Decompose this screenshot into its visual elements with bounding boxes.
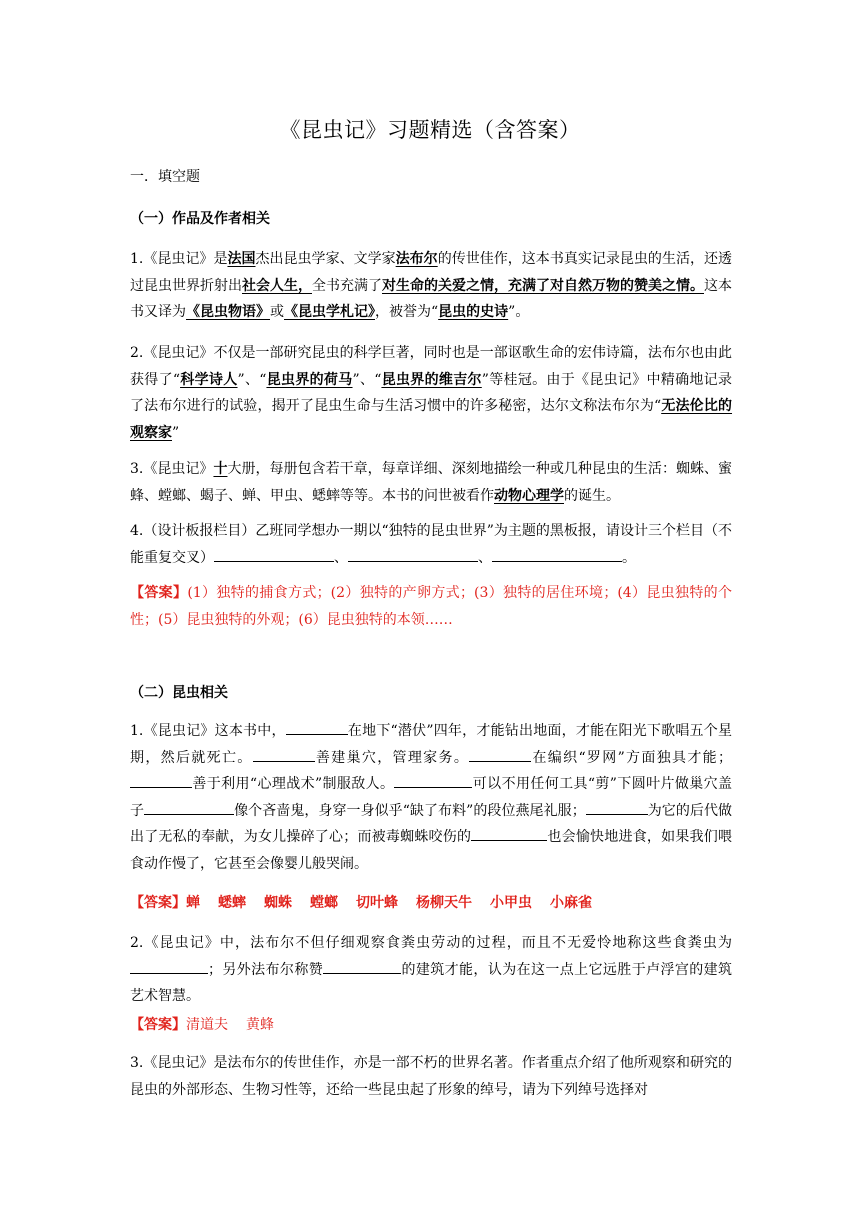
answer-key: 昆虫界的维吉尔 [381,371,482,388]
answer-key: 昆虫的史诗 [438,304,509,320]
answer-key: 社会人生， [242,277,312,294]
answer-insects-1: 【答案】蝉 蟋蟀 蜘蛛 螳螂 切叶蜂 杨柳天牛 小甲虫 小麻雀 [130,895,592,911]
question-1-insects: 1.《昆虫记》这本书中， 在地下“潜伏”四年，才能钻出地面，才能在阳光下歌唱五个星期，然后就死亡。 善建巢穴，管理家务。 在编织“罗网”方面独具才能；善于利用“心理战术”制服敌人。 可以不用任何工具“剪”下圆叶片做巢穴盖子 像个吝啬鬼，身穿一身似乎“缺了布料”的段位燕尾礼服； 为它的后代做出了无私的奉献，为女儿操碎了心；而被毒蜘蛛咬伤的 也会愉快地进食，如果我们喂食动作慢了，它甚至会像婴儿般哭闹。 [130,718,732,877]
answer-tag: 【答案】 [130,585,188,601]
question-1-work: 1.《昆虫记》是法国杰出昆虫学家、文学家法布尔的传世佳作，这本书真实记录昆虫的生活，还透过昆虫世界折射出社会人生，全书充满了对生命的关爱之情，充满了对自然万物的赞美之情。这本书又译为《昆虫物语》或《昆虫学札记》，被誉为“昆虫的史诗”。 [130,251,733,320]
answer-blank [471,824,547,841]
answer-key: 对生命的关爱之情，充满了对自然万物的赞美之情。 [382,277,704,294]
answer-key: 无法伦比的观察家 [130,398,733,441]
subsection-heading-work-author: （一）作品及作者相关 [130,211,270,227]
answer-blank [286,718,348,735]
answer-key: 《昆虫物语》 [186,304,270,320]
answer-blank [586,798,648,815]
answer-blank [348,545,478,562]
question-3-insects: 3.《昆虫记》是法布尔的传世佳作，亦是一部不朽的世界名著。作者重点介绍了他所观察和研究的昆虫的外部形态、生物习性等，还给一些昆虫起了形象的绰号，请为下列绰号选择对 [130,1055,732,1098]
question-2-insects: 2.《昆虫记》中，法布尔不但仔细观察食粪虫劳动的过程，而且不无爱怜地称这些食粪虫为；另外法布尔称赞 的建筑才能，认为在这一点上它远胜于卢浮宫的建筑艺术智慧。 [130,935,733,1004]
answer-blank [253,745,315,762]
question-3-work: 3.《昆虫记》十大册，每册包含若干章，每章详细、深刻地描绘一种或几种昆虫的生活：蜘蛛、蜜蜂、螳螂、蝎子、蝉、甲虫、蟋蟀等等。本书的问世被看作动物心理学的诞生。 [130,461,733,504]
answer-key: 法国 [227,251,256,267]
answer-4: 【答案】(1）独特的捕食方式；(2）独特的产卵方式；(3）独特的居住环境；(4）昆虫独特的个性；(5）昆虫独特的外观；(6）昆虫独特的本领…… [130,585,733,628]
answer-key: 十 [213,461,228,477]
section-heading-fill-blank: 一．填空题 [130,169,200,185]
answer-key: 动物心理学 [494,487,564,504]
answer-key: 法布尔 [395,251,438,267]
answer-key: 科学诗人 [180,371,238,388]
subsection-heading-insects: （二）昆虫相关 [130,685,228,701]
answer-blank [469,745,531,762]
answer-key: 《昆虫学札记》 [284,304,375,320]
answer-blank [394,771,472,788]
answer-blank [323,957,401,974]
answer-blank [130,957,208,974]
answer-key: 昆虫界的荷马 [266,371,353,388]
question-4-blackboard: 4.（设计板报栏目）乙班同学想办一期以“独特的昆虫世界”为主题的黑板报，请设计三个栏目（不能重复交叉） 、 、 。 [130,523,732,566]
answer-blank [130,771,192,788]
answer-blank [214,545,334,562]
question-2-work: 2.《昆虫记》不仅是一部研究昆虫的科学巨著，同时也是一部讴歌生命的宏伟诗篇，法布尔也由此获得了“科学诗人”、“昆虫界的荷马”、“昆虫界的维吉尔”等桂冠。由于《昆虫记》中精确地记录了法布尔进行的试验，揭开了昆虫生命与生活习惯中的许多秘密，达尔文称法布尔为“无法伦比的观察家” [130,345,733,441]
page-title: 《昆虫记》习题精选（含答案） [279,118,581,142]
answer-insects-2: 【答案】清道夫 黄蜂 [130,1017,274,1033]
answer-blank [492,545,622,562]
answer-blank [144,798,234,815]
